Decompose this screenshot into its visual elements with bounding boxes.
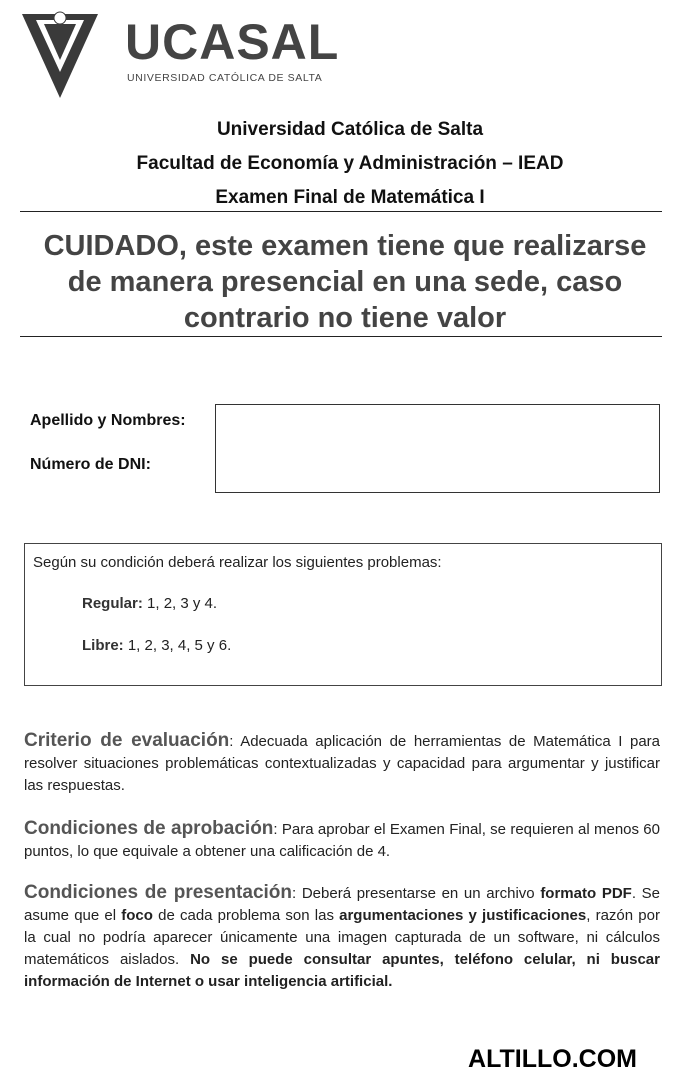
criteria-paragraph [24, 730, 660, 797]
name-label: Apellido y Nombres: [30, 412, 186, 429]
presentation-title: Condiciones de presentación [24, 882, 292, 903]
libre-condition [82, 637, 231, 654]
dni-label: Número de DNI: [30, 456, 151, 473]
divider-bottom [20, 336, 662, 337]
presentation-bold-3: argumentaciones y justificaciones [339, 907, 587, 924]
logo-subtitle: UNIVERSIDAD CATÓLICA DE SALTA [127, 72, 323, 84]
presentation-text-1: : Deberá presentarse en un archivo [292, 885, 541, 902]
presentation-text-3: de cada problema son las [152, 907, 340, 924]
faculty-title: Facultad de Economía y Administración – IEAD [136, 153, 564, 174]
regular-problems: 1, 2, 3 y 4. [142, 595, 218, 612]
conditions-box [24, 543, 662, 686]
ucasal-logo [22, 10, 342, 100]
name-field[interactable] [215, 404, 660, 448]
divider-top [20, 211, 662, 212]
libre-problems: 1, 2, 3, 4, 5 y 6. [123, 637, 232, 654]
ucasal-shield-icon [22, 10, 98, 98]
conditions-intro: Según su condición deberá realizar los siguientes problemas: [33, 554, 442, 571]
dni-field[interactable] [215, 446, 660, 493]
regular-condition [82, 595, 217, 612]
altillo-footer: ALTILLO.COM [468, 1045, 637, 1073]
presentation-bold-4: No se puede consultar apuntes, teléfono celular, ni buscar información de Internet o usar inteligencia artificial. [24, 951, 660, 990]
exam-title: Examen Final de Matemática I [215, 187, 485, 208]
presentation-bold-1: formato PDF [540, 885, 632, 902]
libre-label: Libre: [82, 637, 124, 654]
approval-text: : Para aprobar el Examen Final, se requieren al menos 60 puntos, lo que equivale a obtener una calificación de 4. [24, 821, 660, 860]
approval-title: Condiciones de aprobación [24, 818, 274, 839]
criteria-text: : Adecuada aplicación de herramientas de Matemática I para resolver situaciones problemáticas contextualizadas y capacidad para argumentar y justificar las respuestas. [24, 733, 660, 794]
regular-label: Regular: [82, 595, 143, 612]
presentation-bold-2: foco [121, 907, 153, 924]
presentation-text-2: . Se asume que el [24, 885, 660, 924]
criteria-title: Criterio de evaluación [24, 730, 230, 751]
university-title: Universidad Católica de Salta [216, 119, 484, 140]
logo-wordmark: UCASAL [125, 14, 340, 70]
approval-paragraph [24, 818, 660, 863]
presencial-warning: CUIDADO, este examen tiene que realizarse de manera presencial en una sede, caso contrario no tiene valor [43, 230, 647, 334]
presentation-text-4: , razón por la cual no podría aparecer únicamente una imagen capturada de un software, ni cálculos matemáticos aislados. [24, 907, 660, 968]
presentation-paragraph [24, 882, 660, 993]
